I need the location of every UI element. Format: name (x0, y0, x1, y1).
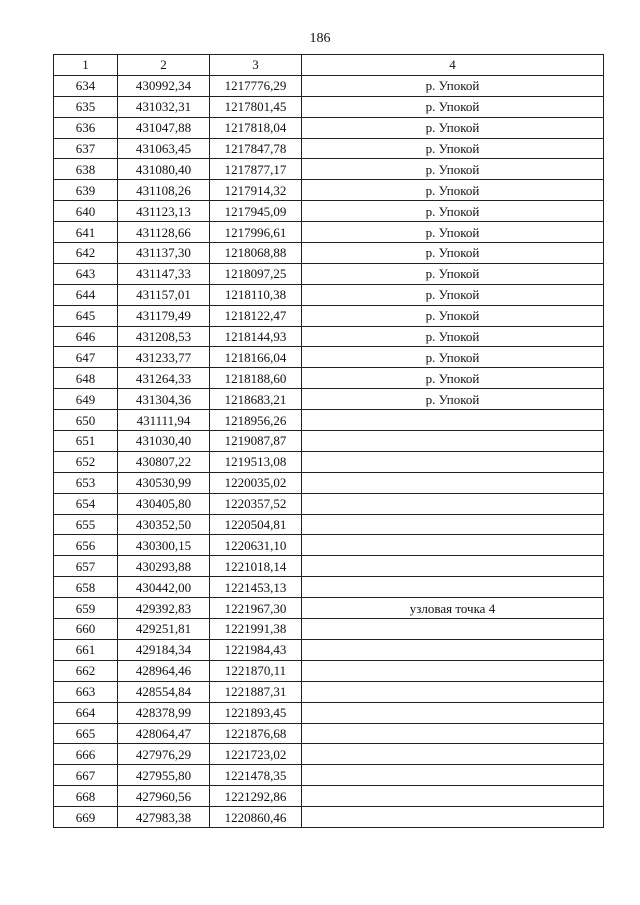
description-cell (302, 493, 604, 514)
description-cell (302, 577, 604, 598)
point-number-cell: 653 (54, 472, 118, 493)
point-number-cell: 663 (54, 681, 118, 702)
x-coordinate-cell: 431032,31 (118, 96, 210, 117)
table-row (54, 451, 604, 472)
table-row (54, 410, 604, 431)
y-coordinate-cell: 1220631,10 (210, 535, 302, 556)
y-coordinate-cell: 1220860,46 (210, 807, 302, 828)
description-cell: р. Упокой (302, 389, 604, 410)
description-cell (302, 451, 604, 472)
description-cell (302, 744, 604, 765)
description-cell: р. Упокой (302, 117, 604, 138)
point-number-cell: 640 (54, 201, 118, 222)
x-coordinate-cell: 431063,45 (118, 138, 210, 159)
point-number-cell: 647 (54, 347, 118, 368)
table-row (54, 535, 604, 556)
column-header-1: 1 (54, 55, 118, 76)
point-number-cell: 649 (54, 389, 118, 410)
table-row (54, 619, 604, 640)
point-number-cell: 635 (54, 96, 118, 117)
y-coordinate-cell: 1217818,04 (210, 117, 302, 138)
y-coordinate-cell: 1221984,43 (210, 639, 302, 660)
y-coordinate-cell: 1220035,02 (210, 472, 302, 493)
table-row (54, 556, 604, 577)
point-number-cell: 642 (54, 243, 118, 264)
point-number-cell: 662 (54, 660, 118, 681)
point-number-cell: 654 (54, 493, 118, 514)
column-header-3: 3 (210, 55, 302, 76)
x-coordinate-cell: 430992,34 (118, 75, 210, 96)
description-cell: р. Упокой (302, 201, 604, 222)
x-coordinate-cell: 430530,99 (118, 472, 210, 493)
column-header-4: 4 (302, 55, 604, 76)
point-number-cell: 666 (54, 744, 118, 765)
x-coordinate-cell: 431264,33 (118, 368, 210, 389)
x-coordinate-cell: 431147,33 (118, 263, 210, 284)
y-coordinate-cell: 1217776,29 (210, 75, 302, 96)
y-coordinate-cell: 1217801,45 (210, 96, 302, 117)
description-cell (302, 472, 604, 493)
y-coordinate-cell: 1218956,26 (210, 410, 302, 431)
point-number-cell: 656 (54, 535, 118, 556)
point-number-cell: 639 (54, 180, 118, 201)
x-coordinate-cell: 431108,26 (118, 180, 210, 201)
description-cell: р. Упокой (302, 347, 604, 368)
y-coordinate-cell: 1218166,04 (210, 347, 302, 368)
point-number-cell: 652 (54, 451, 118, 472)
point-number-cell: 655 (54, 514, 118, 535)
table-row (54, 744, 604, 765)
point-number-cell: 665 (54, 723, 118, 744)
x-coordinate-cell: 427960,56 (118, 786, 210, 807)
point-number-cell: 667 (54, 765, 118, 786)
point-number-cell: 669 (54, 807, 118, 828)
point-number-cell: 650 (54, 410, 118, 431)
description-cell (302, 723, 604, 744)
description-cell: р. Упокой (302, 96, 604, 117)
x-coordinate-cell: 431179,49 (118, 305, 210, 326)
x-coordinate-cell: 431157,01 (118, 284, 210, 305)
table-row (54, 723, 604, 744)
y-coordinate-cell: 1217914,32 (210, 180, 302, 201)
x-coordinate-cell: 430405,80 (118, 493, 210, 514)
y-coordinate-cell: 1221893,45 (210, 702, 302, 723)
description-cell (302, 639, 604, 660)
table-row (54, 284, 604, 305)
y-coordinate-cell: 1221870,11 (210, 660, 302, 681)
point-number-cell: 657 (54, 556, 118, 577)
x-coordinate-cell: 427983,38 (118, 807, 210, 828)
x-coordinate-cell: 431030,40 (118, 431, 210, 452)
table-row (54, 263, 604, 284)
y-coordinate-cell: 1220357,52 (210, 493, 302, 514)
point-number-cell: 658 (54, 577, 118, 598)
table-row (54, 75, 604, 96)
table-row (54, 472, 604, 493)
x-coordinate-cell: 428964,46 (118, 660, 210, 681)
x-coordinate-cell: 431111,94 (118, 410, 210, 431)
x-coordinate-cell: 429251,81 (118, 619, 210, 640)
point-number-cell: 641 (54, 222, 118, 243)
x-coordinate-cell: 431208,53 (118, 326, 210, 347)
point-number-cell: 644 (54, 284, 118, 305)
description-cell (302, 786, 604, 807)
point-number-cell: 638 (54, 159, 118, 180)
table-row (54, 347, 604, 368)
description-cell: р. Упокой (302, 243, 604, 264)
table-row (54, 639, 604, 660)
x-coordinate-cell: 431233,77 (118, 347, 210, 368)
y-coordinate-cell: 1217996,61 (210, 222, 302, 243)
point-number-cell: 636 (54, 117, 118, 138)
x-coordinate-cell: 431123,13 (118, 201, 210, 222)
x-coordinate-cell: 430807,22 (118, 451, 210, 472)
description-cell (302, 619, 604, 640)
table-body (54, 75, 604, 827)
y-coordinate-cell: 1218683,21 (210, 389, 302, 410)
y-coordinate-cell: 1221478,35 (210, 765, 302, 786)
description-cell (302, 807, 604, 828)
y-coordinate-cell: 1221991,38 (210, 619, 302, 640)
x-coordinate-cell: 429392,83 (118, 598, 210, 619)
x-coordinate-cell: 431128,66 (118, 222, 210, 243)
y-coordinate-cell: 1221723,02 (210, 744, 302, 765)
x-coordinate-cell: 431137,30 (118, 243, 210, 264)
y-coordinate-cell: 1221453,13 (210, 577, 302, 598)
x-coordinate-cell: 430300,15 (118, 535, 210, 556)
table-row (54, 201, 604, 222)
point-number-cell: 661 (54, 639, 118, 660)
column-header-2: 2 (118, 55, 210, 76)
table-row (54, 389, 604, 410)
y-coordinate-cell: 1221018,14 (210, 556, 302, 577)
x-coordinate-cell: 427955,80 (118, 765, 210, 786)
y-coordinate-cell: 1218110,38 (210, 284, 302, 305)
point-number-cell: 645 (54, 305, 118, 326)
description-cell (302, 431, 604, 452)
y-coordinate-cell: 1218068,88 (210, 243, 302, 264)
table-row (54, 222, 604, 243)
page-number: 186 (309, 31, 331, 46)
description-cell: р. Упокой (302, 284, 604, 305)
description-cell: р. Упокой (302, 263, 604, 284)
description-cell: р. Упокой (302, 138, 604, 159)
description-cell (302, 556, 604, 577)
point-number-cell: 660 (54, 619, 118, 640)
description-cell (302, 410, 604, 431)
table-row (54, 702, 604, 723)
x-coordinate-cell: 430442,00 (118, 577, 210, 598)
description-cell: р. Упокой (302, 180, 604, 201)
y-coordinate-cell: 1218097,25 (210, 263, 302, 284)
y-coordinate-cell: 1218122,47 (210, 305, 302, 326)
table-row (54, 326, 604, 347)
description-cell: р. Упокой (302, 305, 604, 326)
table-row (54, 305, 604, 326)
table-row (54, 577, 604, 598)
table-row (54, 159, 604, 180)
y-coordinate-cell: 1220504,81 (210, 514, 302, 535)
x-coordinate-cell: 431047,88 (118, 117, 210, 138)
description-cell (302, 514, 604, 535)
table-row (54, 807, 604, 828)
y-coordinate-cell: 1219513,08 (210, 451, 302, 472)
table-row (54, 243, 604, 264)
description-cell (302, 702, 604, 723)
point-number-cell: 659 (54, 598, 118, 619)
y-coordinate-cell: 1218188,60 (210, 368, 302, 389)
description-cell: р. Упокой (302, 326, 604, 347)
description-cell (302, 535, 604, 556)
x-coordinate-cell: 427976,29 (118, 744, 210, 765)
table-row (54, 514, 604, 535)
table-row (54, 598, 604, 619)
description-cell: р. Упокой (302, 368, 604, 389)
table-row (54, 765, 604, 786)
y-coordinate-cell: 1221887,31 (210, 681, 302, 702)
x-coordinate-cell: 428554,84 (118, 681, 210, 702)
description-cell (302, 660, 604, 681)
point-number-cell: 646 (54, 326, 118, 347)
y-coordinate-cell: 1221967,30 (210, 598, 302, 619)
point-number-cell: 643 (54, 263, 118, 284)
table-header-row (54, 55, 604, 76)
point-number-cell: 651 (54, 431, 118, 452)
table-row (54, 681, 604, 702)
table-row (54, 180, 604, 201)
description-cell: узловая точка 4 (302, 598, 604, 619)
y-coordinate-cell: 1221292,86 (210, 786, 302, 807)
description-cell: р. Упокой (302, 159, 604, 180)
description-cell: р. Упокой (302, 75, 604, 96)
x-coordinate-cell: 429184,34 (118, 639, 210, 660)
x-coordinate-cell: 430352,50 (118, 514, 210, 535)
x-coordinate-cell: 428378,99 (118, 702, 210, 723)
point-number-cell: 648 (54, 368, 118, 389)
table-row (54, 493, 604, 514)
table-row (54, 368, 604, 389)
table-row (54, 786, 604, 807)
table-row (54, 117, 604, 138)
table-row (54, 96, 604, 117)
x-coordinate-cell: 430293,88 (118, 556, 210, 577)
description-cell (302, 765, 604, 786)
point-number-cell: 664 (54, 702, 118, 723)
coordinates-table (53, 54, 604, 828)
x-coordinate-cell: 428064,47 (118, 723, 210, 744)
table-row (54, 431, 604, 452)
y-coordinate-cell: 1217877,17 (210, 159, 302, 180)
y-coordinate-cell: 1217847,78 (210, 138, 302, 159)
y-coordinate-cell: 1217945,09 (210, 201, 302, 222)
x-coordinate-cell: 431080,40 (118, 159, 210, 180)
x-coordinate-cell: 431304,36 (118, 389, 210, 410)
y-coordinate-cell: 1221876,68 (210, 723, 302, 744)
y-coordinate-cell: 1218144,93 (210, 326, 302, 347)
description-cell: р. Упокой (302, 222, 604, 243)
point-number-cell: 634 (54, 75, 118, 96)
point-number-cell: 637 (54, 138, 118, 159)
table-row (54, 138, 604, 159)
point-number-cell: 668 (54, 786, 118, 807)
y-coordinate-cell: 1219087,87 (210, 431, 302, 452)
table-row (54, 660, 604, 681)
description-cell (302, 681, 604, 702)
